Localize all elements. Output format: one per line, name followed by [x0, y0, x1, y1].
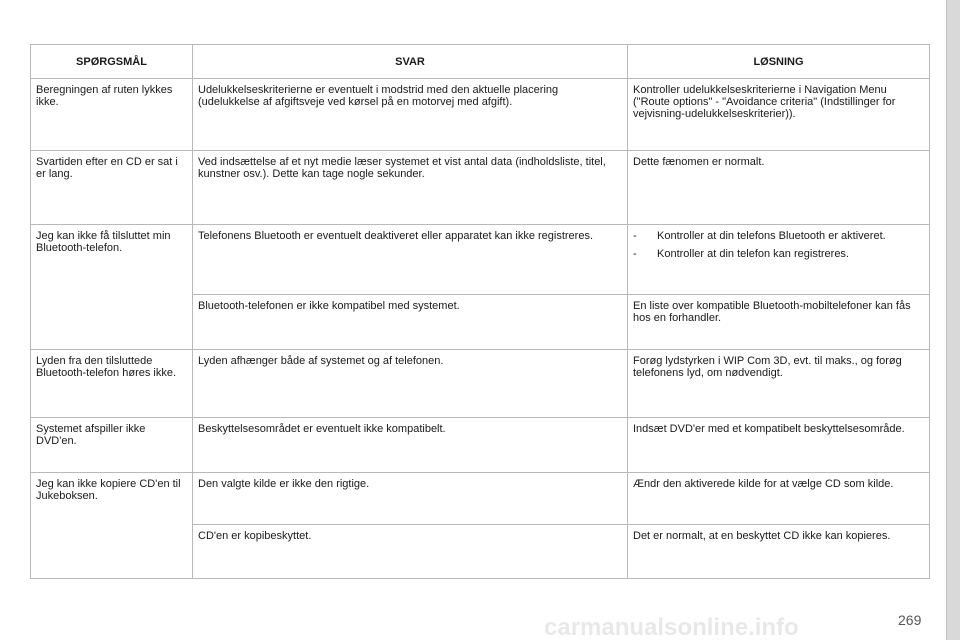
- table-row: [31, 151, 930, 225]
- header-answer: SVAR: [193, 45, 628, 79]
- solution-cell: Kontroller udelukkelseskriterierne i Navigation Menu ("Route options" - "Avoidance criteria" (Indstillinger for vejvisning-udelukkelseskriterier)).: [628, 79, 930, 151]
- solution-cell: Dette fænomen er normalt.: [628, 151, 930, 225]
- solution-cell: Indsæt DVD'er med et kompatibelt beskyttelsesområde.: [628, 418, 930, 473]
- table-row: [31, 79, 930, 151]
- bullet-mark: -: [633, 230, 637, 242]
- solution-bullet: [633, 230, 924, 242]
- page-number: 269: [898, 612, 922, 628]
- question-cell: Jeg kan ikke kopiere CD'en til Jukeboksen.: [31, 473, 193, 579]
- solution-cell: Det er normalt, at en beskyttet CD ikke kan kopieres.: [628, 525, 930, 579]
- bullet-text: Kontroller at din telefon kan registreres.: [657, 248, 849, 260]
- answer-cell: Den valgte kilde er ikke den rigtige.: [193, 473, 628, 525]
- header-question: SPØRGSMÅL: [31, 45, 193, 79]
- bullet-text: Kontroller at din telefons Bluetooth er aktiveret.: [657, 230, 886, 242]
- solution-cell: [628, 225, 930, 295]
- answer-cell: Bluetooth-telefonen er ikke kompatibel med systemet.: [193, 295, 628, 350]
- troubleshooting-table: [30, 44, 930, 579]
- page-side-bar: [946, 0, 960, 640]
- solution-cell: En liste over kompatible Bluetooth-mobiltelefoner kan fås hos en forhandler.: [628, 295, 930, 350]
- question-cell: Systemet afspiller ikke DVD'en.: [31, 418, 193, 473]
- question-cell: Svartiden efter en CD er sat i er lang.: [31, 151, 193, 225]
- answer-cell: Lyden afhænger både af systemet og af telefonen.: [193, 350, 628, 418]
- question-cell: Jeg kan ikke få tilsluttet min Bluetooth-telefon.: [31, 225, 193, 350]
- header-solution: LØSNING: [628, 45, 930, 79]
- solution-cell: Ændr den aktiverede kilde for at vælge CD som kilde.: [628, 473, 930, 525]
- answer-cell: Telefonens Bluetooth er eventuelt deaktiveret eller apparatet kan ikke registreres.: [193, 225, 628, 295]
- table-row: [31, 473, 930, 525]
- question-cell: Lyden fra den tilsluttede Bluetooth-telefon høres ikke.: [31, 350, 193, 418]
- answer-cell: Udelukkelseskriterierne er eventuelt i modstrid med den aktuelle placering (udelukkelse af afgiftsveje ved kørsel på en motorvej med afgift).: [193, 79, 628, 151]
- answer-cell: Beskyttelsesområdet er eventuelt ikke kompatibelt.: [193, 418, 628, 473]
- table-row: [31, 418, 930, 473]
- table-header-row: [31, 45, 930, 79]
- bullet-mark: -: [633, 248, 637, 260]
- solution-cell: Forøg lydstyrken i WIP Com 3D, evt. til maks., og forøg telefonens lyd, om nødvendigt.: [628, 350, 930, 418]
- table-row: [31, 350, 930, 418]
- question-cell: Beregningen af ruten lykkes ikke.: [31, 79, 193, 151]
- watermark: carmanualsonline.info: [544, 614, 799, 641]
- table-row: [31, 225, 930, 295]
- answer-cell: CD'en er kopibeskyttet.: [193, 525, 628, 579]
- solution-bullet: [633, 248, 924, 260]
- answer-cell: Ved indsættelse af et nyt medie læser systemet et vist antal data (indholdsliste, titel, kunstner osv.). Dette kan tage nogle sekunder.: [193, 151, 628, 225]
